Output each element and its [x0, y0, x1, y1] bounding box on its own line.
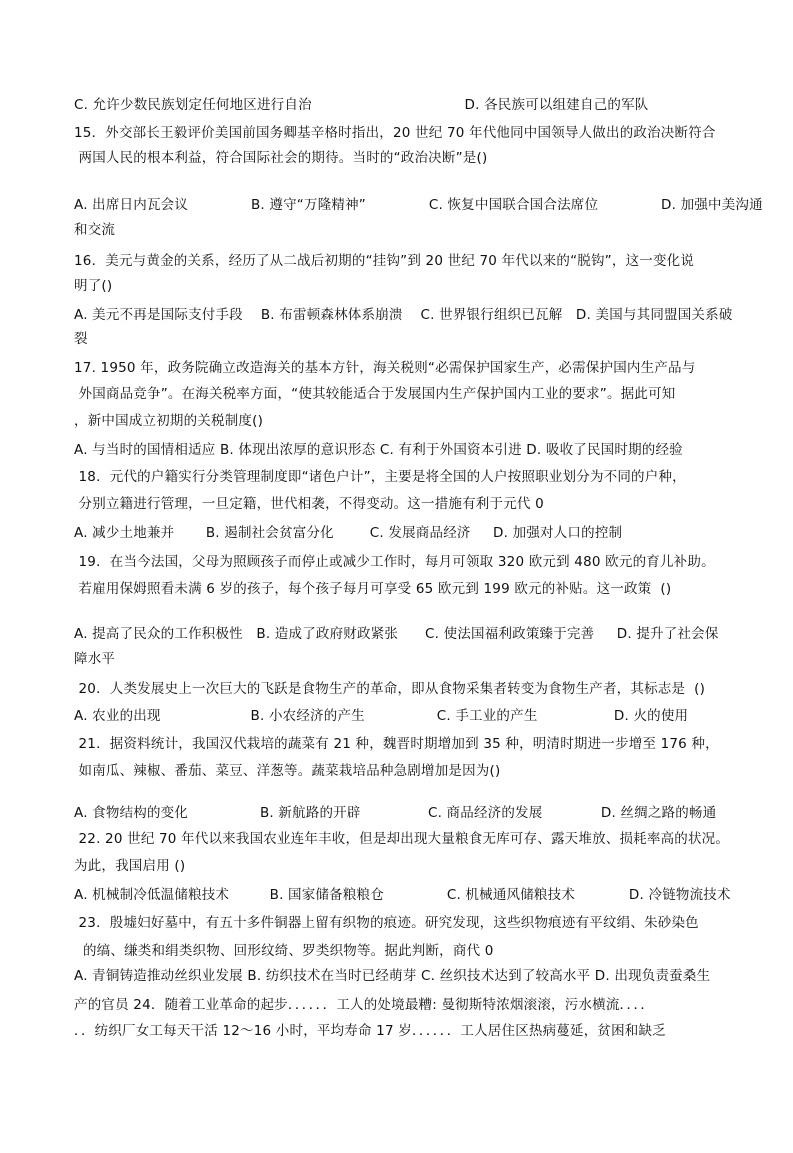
text-line: 和交流: [74, 222, 116, 238]
text-line: 如南瓜、辣椒、番茄、菜豆、洋葱等。蔬菜栽培品种急剧增加是因为(): [74, 763, 501, 779]
text-line: 分别立籍进行管理，一旦定籍，世代相袭，不得变动。这一措施有利于元代 0: [74, 496, 544, 512]
text-line: 明了(): [74, 278, 113, 294]
text-line: 外国商品竞争”。在海关税率方面，“使其较能适合于发展国内生产保护国内工业的要求”。据此可知: [74, 386, 676, 402]
text-line: ．．纺织厂女工每天干活 12～16 小时，平均寿命 17 岁．．．．．．工人居住区热病蔓延，贫困和缺乏: [74, 1023, 666, 1039]
text-line: A. 农业的出现 B. 小农经济的产生 C. 手工业的产生 D. 火的使用: [74, 708, 689, 724]
text-line: A. 减少土地兼并 B. 遏制社会贫富分化 C. 发展商品经济 D. 加强对人口的控制: [74, 525, 623, 541]
text-line: 16．美元与黄金的关系，经历了从二战后初期的“挂钩”到 20 世纪 70 年代以来的“脱钩”，这一变化说: [74, 253, 695, 269]
text-line: 20．人类发展史上一次巨大的飞跃是食物生产的革命，即从食物采集者转变为食物生产者，其标志是 (): [74, 681, 706, 697]
text-line: 产的官员 24．随着工业革命的起步．．．．．．工人的处境最糟: 曼彻斯特浓烟滚滚，污水横流．．．．: [74, 997, 655, 1013]
text-line: 23．殷墟妇好墓中，有五十多件铜器上留有织物的痕迹。研究发现，这些织物痕迹有平纹绢、朱砂染色: [74, 915, 699, 931]
text-line: A. 出席日内瓦会议 B. 遵守“万隆精神” C. 恢复中国联合国合法席位 D. 加强中美沟通: [74, 197, 763, 213]
text-line: ，新中国成立初期的关税制度(): [74, 413, 264, 429]
text-line: 15．外交部长王毅评价美国前国务卿基辛格时指出，20 世纪 70 年代他同中国领导人做出的政治决断符合: [74, 125, 716, 141]
text-line: A. 与当时的国情相适应 B. 体现出浓厚的意识形态 C. 有利于外国资本引进 D. 吸收了民国时期的经验: [74, 442, 683, 458]
text-line: 的缟、缣类和绢类织物、回形纹绮、罗类织物等。据此判断，商代 0: [74, 943, 494, 959]
text-line: 18．元代的户籍实行分类管理制度即“诸色户计”，主要是将全国的人户按照职业划分为不同的户种，: [74, 469, 686, 485]
text-line: 裂: [74, 331, 88, 347]
text-line: 17. 1950 年，政务院确立改造海关的基本方针，海关税则“必需保护国家生产，必需保护国内生产品与: [74, 360, 696, 376]
text-line: A. 食物结构的变化 B. 新航路的开辟 C. 商品经济的发展 D. 丝绸之路的畅通: [74, 805, 717, 821]
text-line: C. 允许少数民族划定任何地区进行自治 D. 各民族可以组建自己的军队: [74, 97, 649, 113]
text-line: 两国人民的根本利益，符合国际社会的期待。当时的“政治决断”是(): [74, 150, 488, 166]
text-line: 22. 20 世纪 70 年代以来我国农业连年丰收，但是却出现大量粮食无库可存、露天堆放、损耗率高的状况。: [74, 831, 730, 847]
text-line: 障水平: [74, 651, 116, 667]
text-line: A. 青铜铸造推动丝织业发展 B. 纺织技术在当时已经萌芽 C. 丝织技术达到了较高水平 D. 出现负责蚕桑生: [74, 968, 711, 984]
text-line: A. 提高了民众的工作积极性 B. 造成了政府财政紧张 C. 使法国福利政策臻于完善 D. 提升了社会保: [74, 626, 719, 642]
text-line: 19．在当今法国，父母为照顾孩子而停止或减少工作时，每月可领取 320 欧元到 480 欧元的育儿补助。: [74, 554, 715, 570]
text-line: 为此，我国启用 (): [74, 858, 186, 874]
text-line: A. 美元不再是国际支付手段 B. 布雷顿森林体系崩溃 C. 世界银行组织已瓦解 D. 美国与其同盟国关系破: [74, 307, 733, 323]
text-line: 21．据资料统计，我国汉代栽培的蔬菜有 21 种，魏晋时期增加到 35 种，明清时期进一步增至 176 种，: [74, 736, 719, 752]
text-line: 若雇用保姆照看未满 6 岁的孩子，每个孩子每月可享受 65 欧元到 199 欧元的补贴。这一政策 (): [74, 581, 672, 597]
text-line: A. 机械制冷低温储粮技术 B. 国家储备粮粮仓 C. 机械通风储粮技术 D. 冷链物流技术: [74, 887, 731, 903]
